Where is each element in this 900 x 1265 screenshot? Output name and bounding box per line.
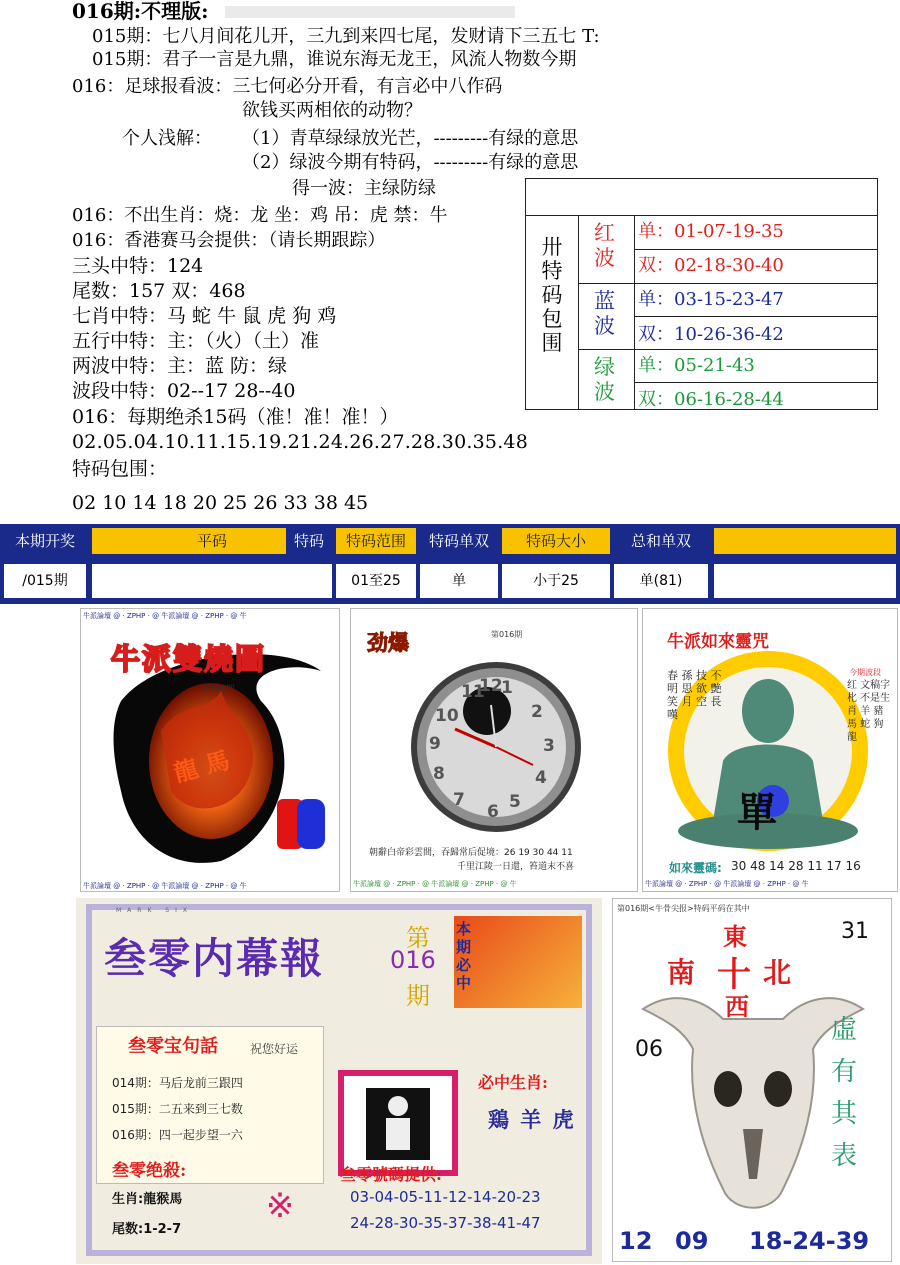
paper-box1-title: 叁零宝句話 [128,1036,218,1057]
paper-nums-line2: 24-28-30-35-37-38-41-47 [350,1214,541,1232]
svg-text:10: 10 [435,706,459,726]
svg-text:2: 2 [531,702,543,722]
paper-kill-tail: 尾数:1-2-7 [112,1222,182,1237]
svg-text:3: 3 [543,736,555,756]
paper-portrait-frame [338,1070,458,1176]
svg-text:7: 7 [453,790,465,810]
personal-note-2: （2）绿波今期有特码，---------有绿的意思 [242,152,579,173]
line-question: 欲钱买两相依的动物？ [242,100,422,121]
line-kill-numbers: 02.05.04.10.11.15.19.21.24.26.27.28.30.35.48 [72,431,529,453]
panel1-title: 牛派雙燒圖 [111,642,267,676]
paper-kill-title: 叁零绝殺: [112,1161,187,1181]
line-015-a: 015期：七八月间花儿开，三九到来四七尾，发财请下三五七 T: [92,26,600,47]
skull-number-31: 31 [841,919,869,944]
line-enclose-numbers: 02 10 14 18 20 25 26 33 38 45 [72,492,369,514]
panel2-footer-2: 千里江陵一日還，笞道末不喜 [457,862,575,872]
bar-value-sum: 单(81) [614,564,708,598]
line-enclose-label: 特码包围： [72,458,168,480]
skull-bottom-12: 12 [619,1227,653,1255]
bar-value-size: 小于25 [502,564,610,598]
panel3-right-head: 今期波段 [849,668,881,677]
svg-text:9: 9 [429,734,441,754]
skull-north: 北 [763,956,792,989]
panel2-badge: 劲爆 [367,630,409,655]
panel3-title: 牛派如來靈咒 [667,632,769,652]
panel3-verse: 春 孫 技 不 明 思 欲 艶 笑 月 空 長 嘆 [667,669,722,721]
skull-side-text: 虛有其表 [831,1015,858,1171]
panel1-watermark-bottom: 牛派論壇 @ · ZPHP · @ 牛派論壇 @ · ZPHP · @ 牛 [83,882,247,890]
paper-issue-c: 期 [406,982,430,1010]
red-wave-label: 红波 [594,221,615,270]
line-two-waves: 两波中特：主：蓝 防：绿 [72,355,288,377]
paper-must-label: 本期必中 [456,920,472,992]
svg-text:6: 6 [487,802,499,822]
skull-east: 東 [723,922,747,951]
bar-header-size: 特码大小 [502,528,610,554]
bar-header-odd-even: 特码单双 [428,532,489,550]
paper-nums-line1: 03-04-05-11-12-14-20-23 [350,1188,541,1206]
panel1-issue: 第016期 [203,684,235,693]
svg-text:8: 8 [433,764,445,784]
clock-icon [391,647,601,847]
svg-text:11: 11 [461,682,485,702]
wave-note: 得一波：主绿防绿 [292,178,436,199]
bar-header-sum: 总和单双 [630,532,691,550]
svg-text:1: 1 [501,678,513,698]
bar-header-draw: 本期开奖 [14,532,75,550]
blue-double: 双：10-26-36-42 [638,324,784,345]
panel-skull [612,898,892,1262]
bar-header-blank [714,528,896,554]
panel3-numbers: 30 48 14 28 11 17 16 [731,859,861,873]
line-seven-zodiac: 七肖中特：马 蛇 牛 鼠 虎 狗 鸡 [72,305,337,327]
panel-zodiac-clock [350,608,638,892]
bar-header-range: 特码范围 [336,528,416,554]
line-jockey: 016：香港赛马会提供：（请长期跟踪） [72,230,386,251]
paper-quote-016: 016期：四一起步望一六 [112,1128,243,1142]
line-015-b: 015期：君子一言是九鼎，谁说东海无龙王，风流人物数今期 [92,49,577,70]
panel-buddha [642,608,898,892]
paper-ornament-icon: ※ [265,1186,295,1226]
skull-west: 西 [725,992,749,1021]
green-wave-label: 绿波 [594,355,615,404]
blue-single: 单：03-15-23-47 [638,289,784,310]
skull-bottom-nums: 18-24-39 [749,1227,870,1255]
paper-title: 叁零内幕報 [104,934,325,983]
line-kill-15: 016：每期绝杀15码（准！准！准！） [72,406,399,428]
panel3-watermark: 牛派論壇 @ · ZPHP · @ 牛派論壇 @ · ZPHP · @ 牛 [645,880,809,888]
skull-header: 第016期<牛骨尖报>特码平码在其中 [617,904,750,913]
green-double: 双：06-16-28-44 [638,389,784,410]
bar-value-regular [92,564,332,598]
line-wave-range: 波段中特：02--17 28--40 [72,380,296,402]
paper-box1-greeting: 祝您好运 [250,1042,299,1056]
green-single: 单：05-21-43 [638,355,755,376]
result-bar [0,524,900,604]
svg-text:12: 12 [479,676,503,696]
paper-border-text: MARK SIX [116,907,193,914]
skull-number-06: 06 [635,1037,663,1062]
line-no-zodiac: 016：不出生肖：烧：龙 坐：鸡 吊：虎 禁：牛 [72,205,448,226]
wave-side-label: 卅特码包围 [541,235,563,355]
paper-zodiac: 鶏 羊 虎 [488,1107,576,1132]
bar-header-special: 特码 [286,528,332,554]
panel-double-burn [80,608,340,892]
bar-value-odd-even: 单 [420,564,498,598]
line-three-heads: 三头中特：124 [72,255,204,277]
line-tail-numbers: 尾数：157 双：468 [72,280,246,302]
panel2-footer-1: 朝辭白帝彩雲間，吞歸常后促境：26 19 30 44 11 [369,848,573,858]
panel1-watermark: 牛派論壇 @ · ZPHP · @ 牛派論壇 @ · ZPHP · @ 牛 [83,612,247,620]
line-five-elements: 五行中特：主：（火）（土）准 [72,330,320,352]
person-icon [366,1088,430,1160]
line-football: 016：足球报看波：三七何必分开看，有言必中八作码 [72,76,503,97]
paper-quote-014: 014期：马后龙前三跟四 [112,1076,243,1090]
wave-table [525,178,878,410]
svg-text:5: 5 [509,792,521,812]
svg-text:4: 4 [535,768,547,788]
page-title: 016期:不理版: [72,0,209,23]
redacted-strip [225,6,515,18]
skull-cross: 十 [717,955,751,995]
blue-wave-label: 蓝波 [594,289,615,338]
panel2-watermark: 牛派論壇 @ · ZPHP · @ 牛派論壇 @ · ZPHP · @ 牛 [353,880,517,888]
red-double: 双：02-18-30-40 [638,255,784,276]
red-single: 单：01-07-19-35 [638,221,784,242]
panel3-big-glyph: 單 [737,789,777,836]
paper-zodiac-label: 必中生肖: [478,1073,548,1092]
panel2-issue: 第016期 [491,630,523,639]
paper-nums-title: 叁零號碼提供: [340,1165,442,1184]
personal-note-1: （1）青草绿绿放光芒，---------有绿的意思 [242,128,579,149]
skull-bottom-09: 09 [675,1227,709,1255]
paper-issue-b: 016 [390,946,436,974]
skull-south: 南 [667,956,696,989]
bar-value-blank [714,564,896,598]
panel3-right-text: 红 文稿字 朼 不是生肖 羊 豬 馬 蛇 狗 龍 [847,680,891,743]
bar-value-draw: /015期 [4,564,86,598]
paper-kill-zodiac: 生肖:龍猴馬 [112,1192,183,1207]
panel-newspaper [76,898,602,1264]
paper-issue-a: 第 [406,924,430,952]
bar-value-range: 01至25 [336,564,416,598]
panel1-glyph: 龍 馬 [170,745,233,788]
personal-note-label: 个人浅解： [122,128,212,149]
bar-header-regular: 平码 [92,528,332,554]
paper-quote-015: 015期：二五来到三七数 [112,1102,243,1116]
panel3-numbers-label: 如來靈碼: [669,861,722,875]
